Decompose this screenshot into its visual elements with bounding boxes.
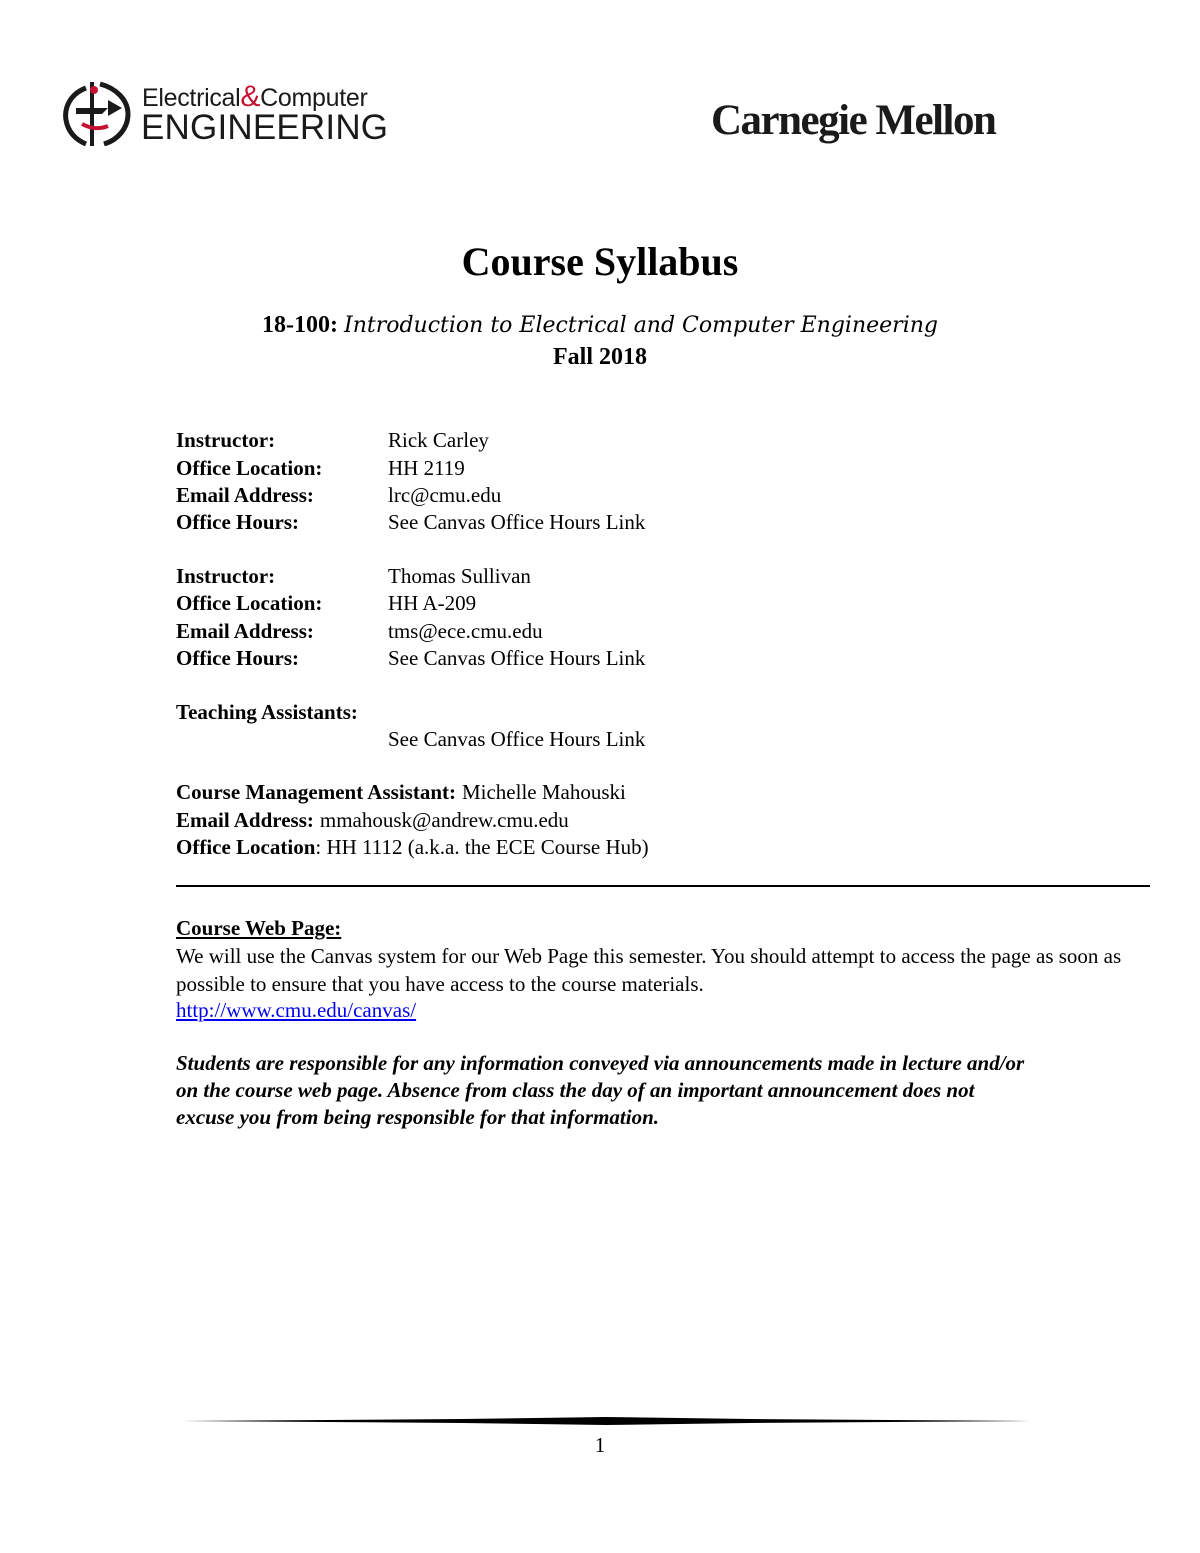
cma-row xyxy=(176,782,626,803)
ta-value: See Canvas Office Hours Link xyxy=(388,727,646,751)
course-subtitle xyxy=(0,312,1200,339)
office-location-row xyxy=(176,458,465,479)
office-hours-value: See Canvas Office Hours Link xyxy=(388,510,646,534)
instructor-name: Rick Carley xyxy=(388,428,489,452)
section-divider xyxy=(176,885,1150,887)
instructor-row xyxy=(176,566,531,587)
course-number: 18-100: xyxy=(262,312,338,338)
ece-emblem-icon xyxy=(60,80,134,146)
cma-office-row xyxy=(176,837,649,858)
ece-logo-line2: ENGINEERING xyxy=(141,108,389,147)
office-location-value: HH A-209 xyxy=(388,591,477,615)
office-hours-label: Office Hours: xyxy=(176,510,300,534)
ta-value-row xyxy=(176,729,645,750)
ta-row xyxy=(176,702,358,723)
page-number: 1 xyxy=(594,1433,606,1457)
email-value: lrc@cmu.edu xyxy=(388,483,502,507)
canvas-link[interactable]: http://www.cmu.edu/canvas/ xyxy=(176,998,417,1022)
office-location-label: Office Location: xyxy=(176,591,323,615)
office-location-value: HH 2119 xyxy=(388,456,465,480)
cma-email-row xyxy=(176,810,569,831)
email-label: Email Address: xyxy=(176,619,314,643)
instructor-label: Instructor: xyxy=(176,564,276,588)
office-hours-row xyxy=(176,648,645,669)
office-location-label: Office Location: xyxy=(176,456,323,480)
web-page-heading: Course Web Page: xyxy=(176,916,342,940)
ece-logo xyxy=(60,78,400,148)
office-hours-row xyxy=(176,512,645,533)
office-hours-label: Office Hours: xyxy=(176,646,300,670)
page-title: Course Syllabus xyxy=(461,239,739,284)
cma-email-value: mmahousk@andrew.cmu.edu xyxy=(319,808,569,832)
course-name: Introduction to Electrical and Computer Engineering xyxy=(344,313,938,338)
cma-office-label: Office Location xyxy=(176,835,316,859)
instructor-label: Instructor: xyxy=(176,428,276,452)
responsibility-notice: Students are responsible for any information conveyed via announcements made in lecture and/or on the course web page. Absence from class the day of an important announcement does not excuse you from being responsible for that information. xyxy=(176,1051,1025,1129)
office-location-row xyxy=(176,593,476,614)
ece-logo-line1: Electrical&Computer xyxy=(142,80,368,113)
cma-email-label: Email Address: xyxy=(176,808,314,832)
ta-label: Teaching Assistants: xyxy=(176,700,358,724)
instructor-row xyxy=(176,430,489,451)
email-value: tms@ece.cmu.edu xyxy=(388,619,543,643)
cma-label: Course Management Assistant: xyxy=(176,780,456,804)
office-hours-value: See Canvas Office Hours Link xyxy=(388,646,646,670)
cmu-logo: Carnegie Mellon xyxy=(711,97,996,144)
cma-office-value: : HH 1112 (a.k.a. the ECE Course Hub) xyxy=(315,835,649,859)
email-row xyxy=(176,621,543,642)
instructor-name: Thomas Sullivan xyxy=(388,564,531,588)
cma-name: Michelle Mahouski xyxy=(461,780,626,804)
web-page-text: We will use the Canvas system for our Web Page this semester. You should attempt to access the page as soon as possible to ensure that you have access to the course materials. xyxy=(176,944,1122,996)
email-label: Email Address: xyxy=(176,483,314,507)
email-row xyxy=(176,485,501,506)
course-semester: Fall 2018 xyxy=(553,344,647,370)
footer-divider xyxy=(182,1414,1030,1428)
